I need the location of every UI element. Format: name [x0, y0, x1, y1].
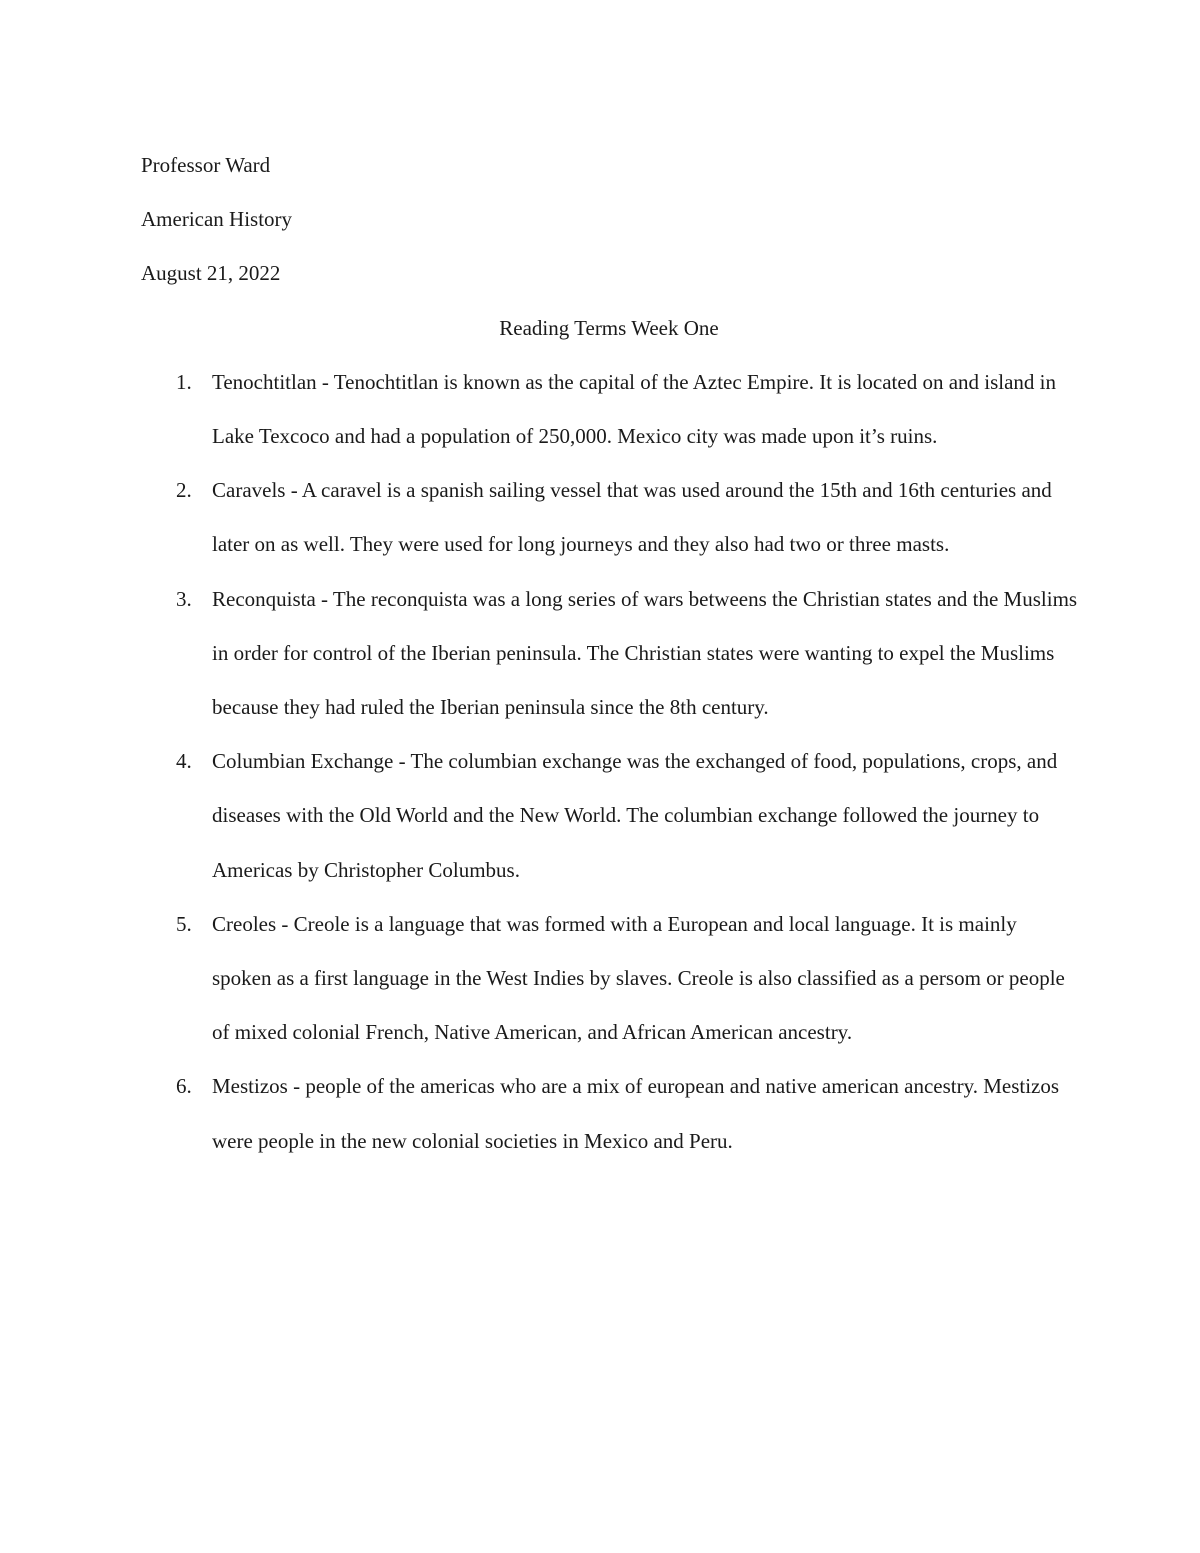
term-definition: Mestizos - people of the americas who are a mix of european and native american ancestry. Mestizos were people in the new colonial societies in Mexico and Peru.	[212, 1074, 1060, 1153]
term-number: 5.	[176, 911, 192, 936]
term-item-tenochtitlan	[141, 355, 1081, 463]
term-item-mestizos	[141, 1059, 1081, 1167]
term-number: 2.	[176, 478, 192, 503]
term-number: 1.	[176, 369, 192, 394]
term-number: 4.	[176, 749, 192, 774]
term-definition: Tenochtitlan - Tenochtitlan is known as the capital of the Aztec Empire. It is located on and island in Lake Texcoco and had a population of 250,000. Mexico city was made upon it’s ruins.	[212, 369, 1057, 449]
term-definition: Creoles - Creole is a language that was formed with a European and local language. It is mainly spoken as a first language in the West Indies by slaves. Creole is also classified as a persom or people of mixed colonial French, Native American, and African American ancestry.	[212, 911, 1065, 1045]
document-body	[141, 138, 1081, 1168]
term-item-reconquista	[141, 572, 1081, 735]
term-number: 6.	[176, 1074, 192, 1099]
term-definition: Reconquista - The reconquista was a long series of wars betweens the Christian states and the Muslims in order for control of the Iberian peninsula. The Christian states were wanting to expel the Muslims because they had ruled the Iberian peninsula since the 8th century.	[212, 586, 1078, 720]
term-definition: Caravels - A caravel is a spanish sailing vessel that was used around the 15th and 16th centuries and later on as well. They were used for long journeys and they also had two or three masts.	[212, 478, 1052, 557]
course-name: American History	[141, 207, 293, 232]
term-item-creoles	[141, 897, 1081, 1060]
document-title: Reading Terms Week One	[499, 315, 719, 340]
term-item-caravels	[141, 463, 1081, 571]
terms-list	[141, 355, 1081, 1168]
term-definition: Columbian Exchange - The columbian exchange was the exchanged of food, populations, crops, and diseases with the Old World and the New World. The columbian exchange followed the journey to Americas by Christopher Columbus.	[212, 749, 1058, 882]
term-number: 3.	[176, 586, 192, 611]
professor-name: Professor Ward	[141, 153, 271, 177]
term-item-columbian-exchange	[141, 734, 1081, 897]
document-date: August 21, 2022	[141, 261, 281, 286]
